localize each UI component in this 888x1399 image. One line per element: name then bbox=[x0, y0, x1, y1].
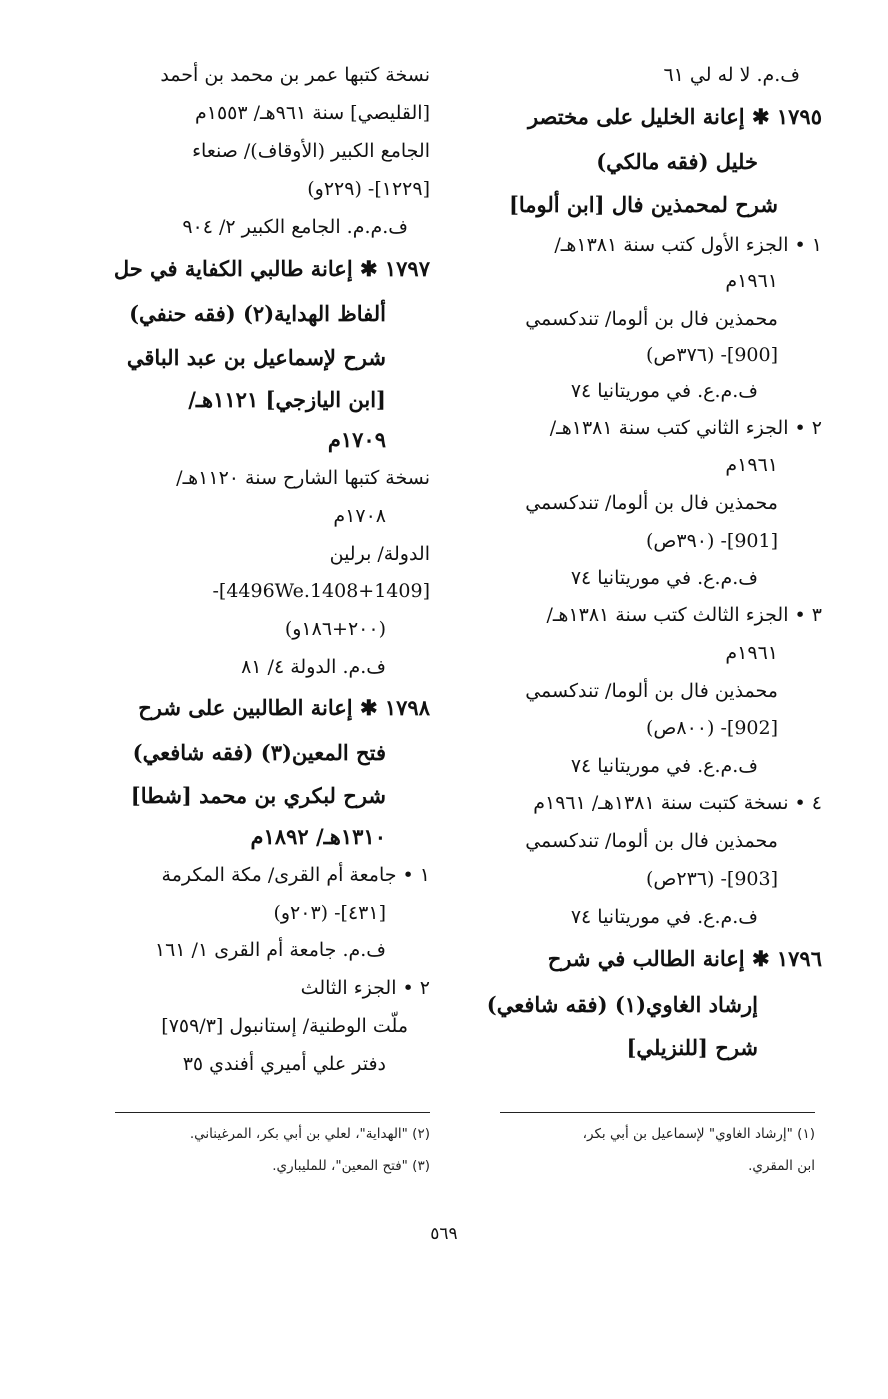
library-line: محمذين فال بن ألوما/ تندكسمي bbox=[525, 492, 778, 514]
library-line: ملّت الوطنية/ إستانبول [٧٥٩/٣] bbox=[161, 1015, 408, 1037]
footnote: (٣) "فتح المعين"، للمليباري. bbox=[272, 1158, 430, 1174]
entry-heading-cont: ألفاظ الهداية(٢) (فقه حنفي) bbox=[129, 301, 386, 326]
entry-heading: ١٧٩٧ ✱ إعانة طالبي الكفاية في حل bbox=[113, 256, 430, 281]
copy-item: ١ • الجزء الأول كتب سنة ١٣٨١هـ/ bbox=[554, 234, 822, 256]
commentary-line: شرح لإسماعيل بن عبد الباقي bbox=[126, 345, 386, 370]
entry-heading-cont: إرشاد الغاوي(١) (فقه شافعي) bbox=[486, 992, 758, 1017]
shelfmark-line: [١٢٢٩]- (٢٢٩و) bbox=[307, 178, 430, 200]
footnote: (١) "إرشاد الغاوي" لإسماعيل بن أبي بكر، bbox=[582, 1126, 815, 1142]
commentary-line: شرح لبكري بن محمد [شطا] bbox=[130, 783, 386, 808]
shelfmark-line: [900]- (٣٧٦ص) bbox=[646, 344, 778, 366]
catalogue-ref: ف.م.ع. في موريتانيا ٧٤ bbox=[570, 755, 758, 777]
footnote: (٢) "الهداية"، لعلي بن أبي بكر، المرغيناني. bbox=[189, 1126, 430, 1142]
commentary-line-cont: [ابن اليازجي] ١١٢١هـ/ bbox=[188, 387, 386, 412]
shelfmark-line: [902]- (٨٠٠ص) bbox=[646, 717, 778, 739]
entry-heading-cont: خليل (فقه مالكي) bbox=[596, 149, 758, 174]
copy-item: ٢ • الجزء الثالث bbox=[300, 977, 430, 999]
entry-heading: ١٧٩٥ ✱ إعانة الخليل على مختصر bbox=[527, 104, 822, 129]
shelfmark-line: [901]- (٣٩٠ص) bbox=[646, 530, 778, 552]
copy-note: نسخة كتبها عمر بن محمد بن أحمد bbox=[160, 64, 430, 86]
catalogue-ref: ف.م.ع. في موريتانيا ٧٤ bbox=[570, 906, 758, 928]
copy-year: ١٩٦١م bbox=[725, 454, 778, 476]
entry-heading: ١٧٩٦ ✱ إعانة الطالب في شرح bbox=[547, 946, 822, 971]
catalogue-ref: ف.م. جامعة أم القرى ١/ ١٦١ bbox=[154, 939, 386, 961]
footnote-divider bbox=[115, 1112, 430, 1113]
copy-item: ٢ • الجزء الثاني كتب سنة ١٣٨١هـ/ bbox=[549, 417, 822, 439]
shelfmark-line: [٤٣١]- (٢٠٣و) bbox=[273, 902, 386, 924]
copy-note: نسخة كتبها الشارح سنة ١١٢٠هـ/ bbox=[176, 467, 430, 489]
copy-note-cont: [القليصي] سنة ٩٦١هـ/ ١٥٥٣م bbox=[194, 102, 430, 124]
catalogue-ref: ف.م.ع. في موريتانيا ٧٤ bbox=[570, 567, 758, 589]
shelfmark-line: [903]- (٢٣٦ص) bbox=[646, 868, 778, 890]
footnote-cont: ابن المقري. bbox=[748, 1158, 815, 1174]
library-line: الجامع الكبير (الأوقاف)/ صنعاء bbox=[192, 140, 430, 162]
copy-item: ١ • جامعة أم القرى/ مكة المكرمة bbox=[161, 864, 430, 886]
copy-item: ٣ • الجزء الثالث كتب سنة ١٣٨١هـ/ bbox=[546, 604, 822, 626]
library-line: الدولة/ برلين bbox=[329, 543, 430, 565]
library-line: محمذين فال بن ألوما/ تندكسمي bbox=[525, 680, 778, 702]
entry-heading: ١٧٩٨ ✱ إعانة الطالبين على شرح bbox=[138, 695, 430, 720]
commentary-year: ١٧٠٩م bbox=[327, 427, 386, 452]
folio-count: (٢٠٠+١٨٦و) bbox=[284, 618, 386, 640]
collection-line: دفتر علي أميري أفندي ٣٥ bbox=[182, 1053, 386, 1075]
commentary-line: شرح [للنزيلي] bbox=[626, 1035, 758, 1060]
commentary-line: شرح لمحمذين فال [ابن ألوما] bbox=[508, 192, 778, 217]
entry-heading-cont: فتح المعين(٣) (فقه شافعي) bbox=[132, 740, 386, 765]
catalogue-ref: ف.م.م. الجامع الكبير ٢/ ٩٠٤ bbox=[182, 216, 408, 238]
copy-year: ١٩٦١م bbox=[725, 642, 778, 664]
source-line: ف.م. لا له لي ٦١ bbox=[663, 64, 800, 86]
footnote-divider bbox=[500, 1112, 815, 1113]
shelfmark-line: [4496We.1408+1409]- bbox=[212, 580, 430, 602]
commentary-year: ١٣١٠هـ/ ١٨٩٢م bbox=[250, 824, 386, 849]
page-number: ٥٦٩ bbox=[430, 1224, 458, 1244]
library-line: محمذين فال بن ألوما/ تندكسمي bbox=[525, 830, 778, 852]
library-line: محمذين فال بن ألوما/ تندكسمي bbox=[525, 308, 778, 330]
copy-year: ١٧٠٨م bbox=[333, 505, 386, 527]
catalogue-ref: ف.م. الدولة ٤/ ٨١ bbox=[241, 656, 386, 678]
copy-year: ١٩٦١م bbox=[725, 270, 778, 292]
copy-item: ٤ • نسخة كتبت سنة ١٣٨١هـ/ ١٩٦١م bbox=[533, 792, 822, 814]
catalogue-ref: ف.م.ع. في موريتانيا ٧٤ bbox=[570, 380, 758, 402]
